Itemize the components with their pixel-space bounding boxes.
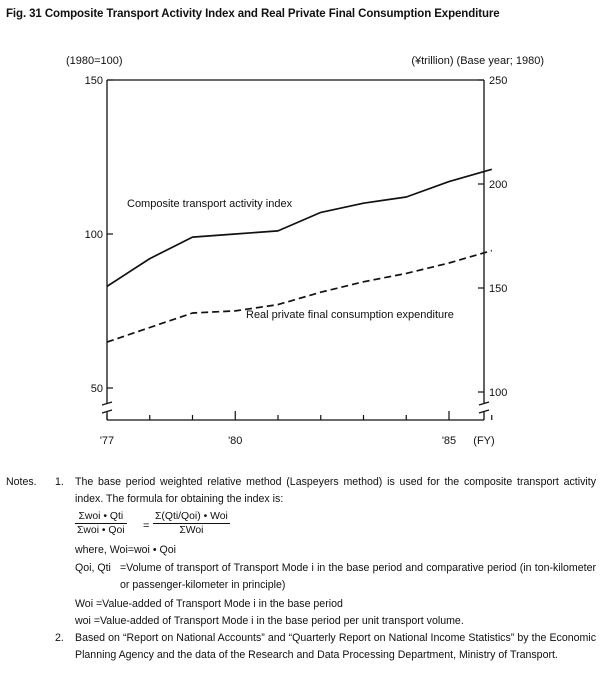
right-tick-label: 200 (489, 179, 508, 191)
left-tick-label: 100 (84, 229, 103, 241)
series-line-composite-index (107, 169, 492, 286)
chart-labels (66, 55, 544, 321)
formula-lhs-denominator: Σwoi • Qoi (77, 525, 125, 536)
x-tick-label: '80 (228, 435, 243, 447)
formula-lhs (75, 511, 127, 537)
notes-header: Notes. (6, 476, 37, 488)
x-tick-label: (FY) (473, 435, 495, 447)
note-2-text: Based on “Report on National Accounts” and “Quarterly Report on National Income Statistics” by the Economic Planning Agency and the data of the Research and Data Processing Department, Ministry of Transport. (75, 632, 596, 661)
formula-rhs-numerator: Σ(Qti/Qoi) • Woi (155, 511, 228, 522)
chart-axes (102, 80, 489, 420)
formula-equals: = (143, 520, 150, 532)
series-label-composite-index: Composite transport activity index (127, 198, 293, 210)
qoi-qti-label: Qoi, Qti (75, 562, 111, 574)
formula-where: where, Woi=woi • Qoi (75, 544, 176, 556)
left-tick-label: 50 (90, 383, 103, 395)
figure-title: Fig. 31 Composite Transport Activity Index and Real Private Final Consumption Expenditure (6, 8, 500, 20)
note-2-number: 2. (55, 632, 64, 644)
right-tick-label: 150 (489, 283, 508, 295)
right-axis-unit-label: (¥trillion) (Base year; 1980) (411, 55, 544, 67)
qoi-qti-definition: =Volume of transport of Transport Mode i in the base period and comparative period (in ton-kilometer or passenger-kilometer in principle) (120, 562, 596, 591)
formula-lhs-numerator: Σwoi • Qti (75, 511, 127, 524)
left-axis-unit-label: (1980=100) (66, 55, 123, 67)
series-label-consumption: Real private final consumption expenditure (246, 309, 454, 321)
right-tick-label: 250 (489, 75, 508, 87)
left-tick-label: 150 (84, 75, 103, 87)
formula-rhs-denominator: ΣWoi (179, 525, 204, 536)
x-tick-label: '85 (441, 435, 457, 447)
chart-ticks (85, 75, 508, 447)
woi-definition: Woi =Value-added of Transport Mode i in the base period (75, 598, 343, 610)
woi-small-definition: woi =Value-added of Transport Mode i in the base period per unit transport volume. (75, 615, 464, 627)
right-tick-label: 100 (489, 387, 508, 399)
note-1-number: 1. (55, 476, 64, 488)
formula-rhs (153, 511, 230, 537)
note-1-text: The base period weighted relative method (Laspeyers method) is used for the composite transport activity index. The formula for obtaining the index is: (75, 476, 596, 505)
series-line-consumption (107, 251, 492, 343)
x-tick-label: '77 (99, 435, 115, 447)
